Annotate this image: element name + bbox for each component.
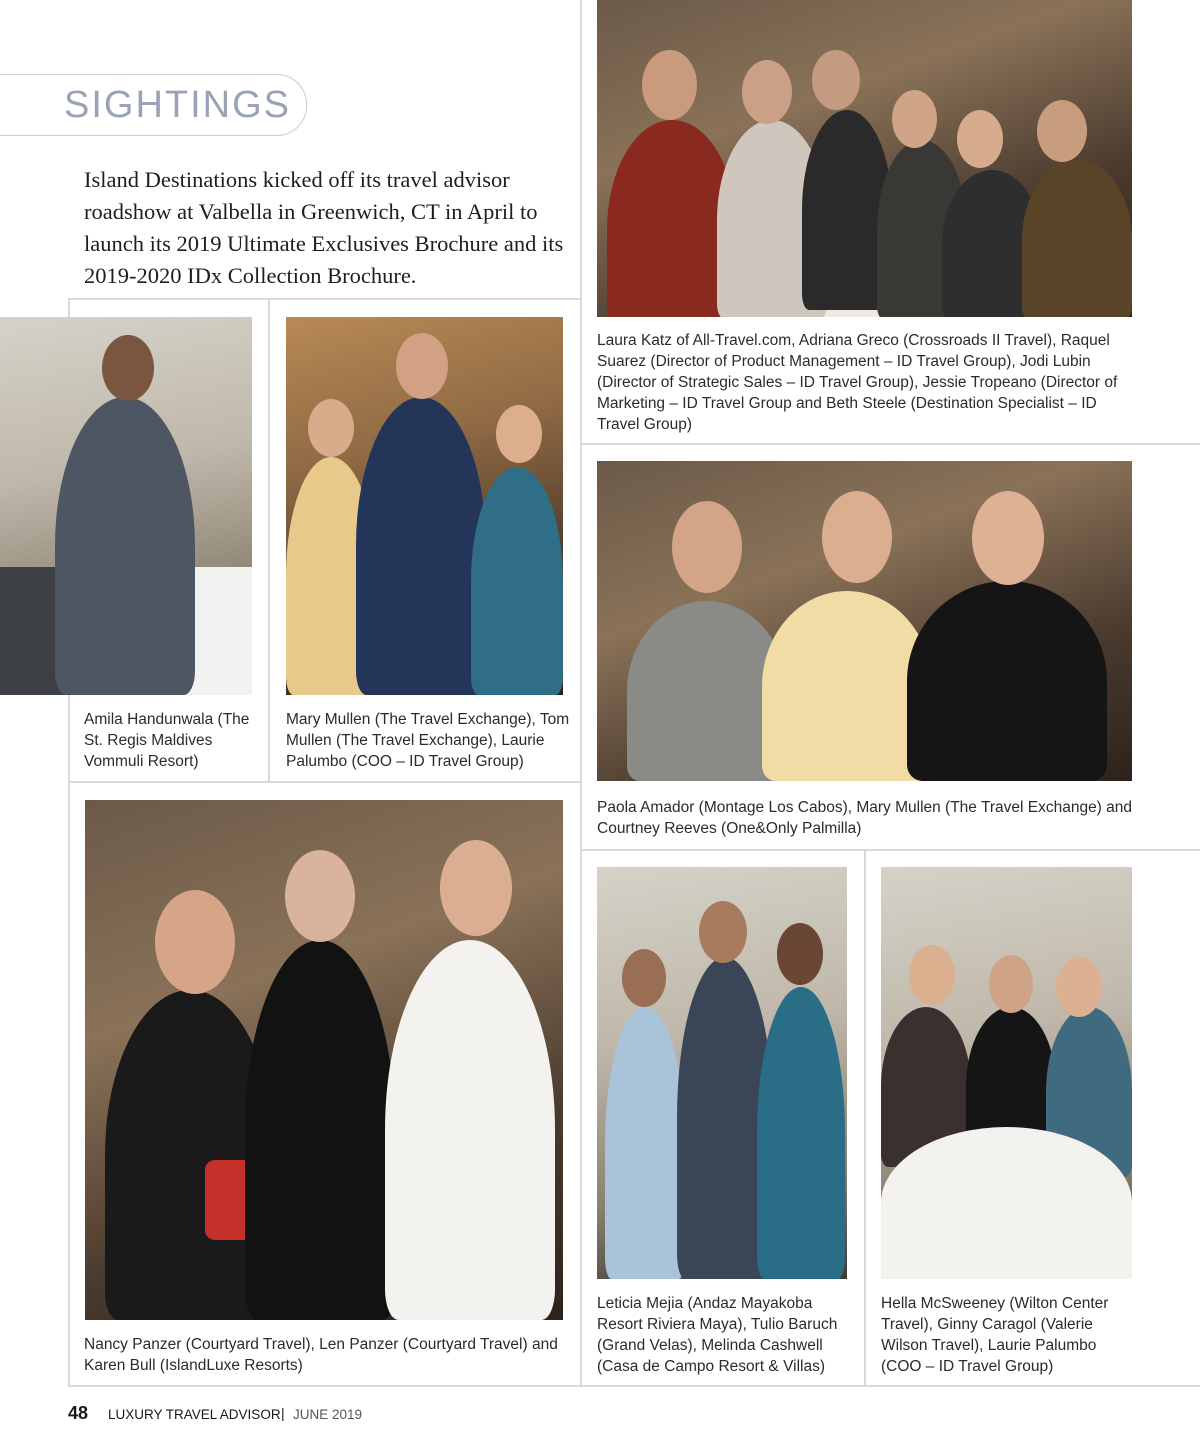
divider-vertical-center — [580, 0, 582, 1386]
caption-laura: Laura Katz of All-Travel.com, Adriana Greco (Crossroads II Travel), Raquel Suarez (Director of Product Management – ID Travel Group), Jodi Lubin (Director of Strategic Sales – ID Travel Group), Jessie Tropeano (Director of Marketing – ID Travel Group and Beth Steele (Destination Specialist – ID Travel Group) — [597, 332, 1118, 433]
divider-right-col — [864, 849, 866, 1386]
publication-name: LUXURY TRAVEL ADVISOR — [108, 1407, 281, 1422]
issue-date: JUNE 2019 — [293, 1407, 363, 1422]
caption-leticia: Leticia Mejia (Andaz Mayakoba Resort Riviera Maya), Tulio Baruch (Grand Velas), Melinda Cashwell (Casa de Campo Resort & Villas) — [597, 1295, 838, 1375]
caption-hella: Hella McSweeney (Wilton Center Travel), Ginny Caragol (Valerie Wilson Travel), Laurie Palumbo (COO – ID Travel Group) — [881, 1295, 1109, 1375]
photo-amila — [0, 317, 252, 695]
caption-nancy: Nancy Panzer (Courtyard Travel), Len Panzer (Courtyard Travel) and Karen Bull (IslandLuxe Resorts) — [84, 1336, 558, 1374]
photo-leticia — [597, 867, 847, 1279]
section-title: SIGHTINGS — [64, 84, 292, 126]
photo-hella — [881, 867, 1132, 1279]
page-number: 48 — [68, 1403, 89, 1423]
divider-top-left — [68, 298, 580, 300]
table — [881, 1127, 1132, 1279]
photo-nancy — [85, 800, 563, 1320]
divider-right-1 — [580, 443, 1200, 445]
caption-amila: Amila Handunwala (The St. Regis Maldives Vommuli Resort) — [84, 711, 250, 770]
photo-paola — [597, 461, 1132, 781]
photo-group-six — [597, 0, 1132, 317]
divider-right-2 — [580, 849, 1200, 851]
divider-mid-left — [68, 781, 580, 783]
caption-mullen: Mary Mullen (The Travel Exchange), Tom Mullen (The Travel Exchange), Laurie Palumbo (COO – ID Travel Group) — [286, 711, 570, 770]
caption-paola: Paola Amador (Montage Los Cabos), Mary Mullen (The Travel Exchange) and Courtney Reeves (One&Only Palmilla) — [597, 799, 1133, 837]
divider-bottom — [68, 1385, 1200, 1387]
divider-left-col — [268, 298, 270, 782]
footer-separator: | — [281, 1405, 285, 1421]
intro-text: Island Destinations kicked off its travel advisor roadshow at Valbella in Greenwich, CT in April to launch its 2019 Ultimate Exclusives Brochure and its 2019-2020 IDx Collection Brochure. — [84, 167, 564, 288]
photo-mullen — [286, 317, 563, 695]
